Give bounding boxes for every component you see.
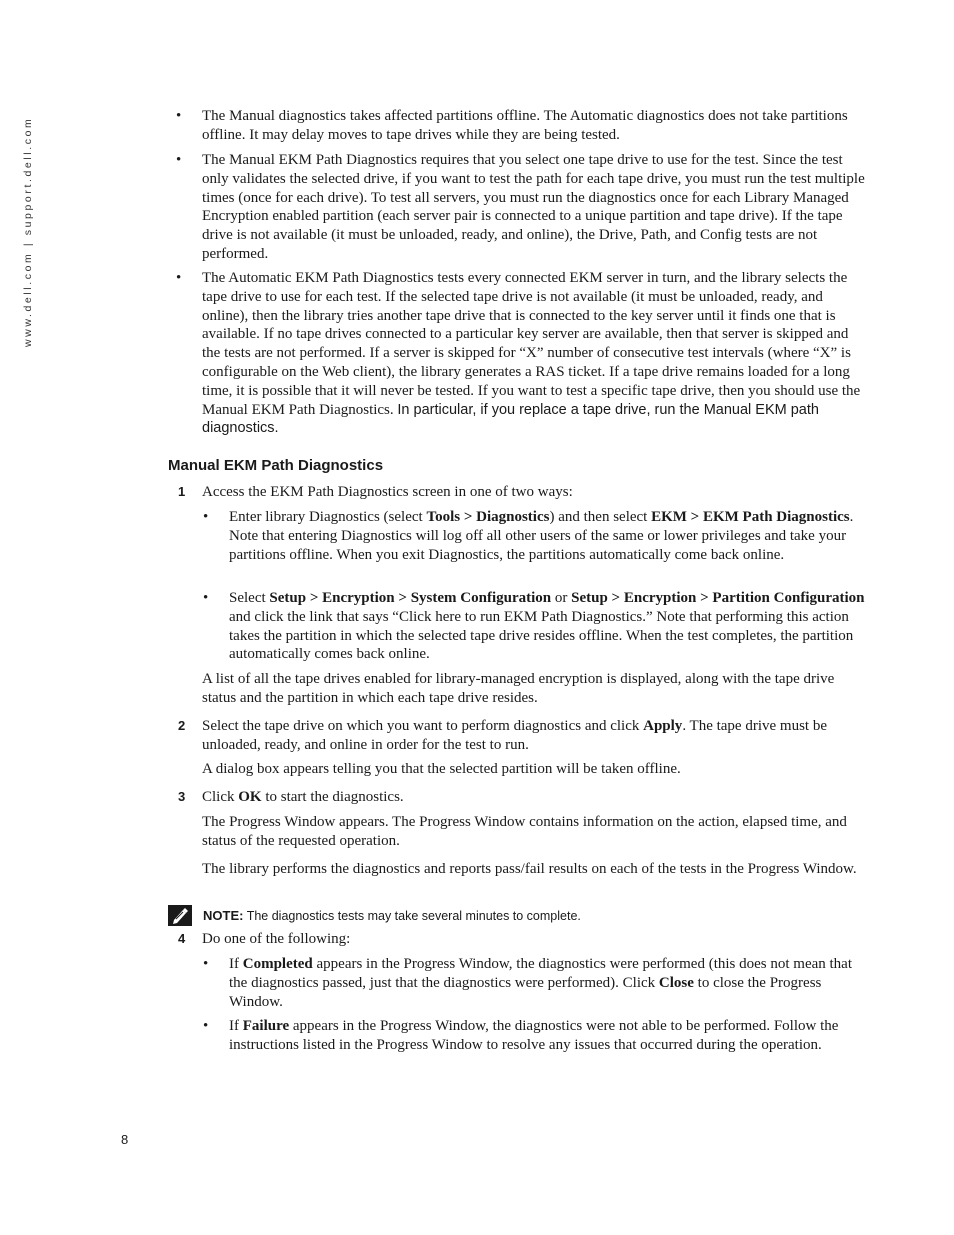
step-bullet bbox=[229, 1017, 870, 1055]
step-number: 4 bbox=[178, 931, 186, 946]
button-ref: OK bbox=[238, 789, 262, 805]
status-ref: Failure bbox=[242, 1018, 290, 1034]
bullet-paragraph: The Manual diagnostics takes affected partitions offline. The Automatic diagnostics does not take partitions offline. It may delay moves to tape drives while they are being tested. bbox=[202, 108, 848, 143]
text-run: appears in the Progress Window, the diagnostics were not able to be performed. Follow the instructions listed in the Progress Window to resolve any issues that occurred during the operation. bbox=[229, 1018, 839, 1053]
note-label: NOTE: bbox=[203, 908, 244, 923]
bullet-marker: • bbox=[176, 152, 182, 168]
button-ref: Close bbox=[658, 974, 694, 991]
text-run: Click bbox=[202, 789, 239, 805]
step-text bbox=[202, 717, 870, 755]
text-run: If bbox=[229, 1018, 243, 1034]
bullet-text: The Automatic EKM Path Diagnostics tests every connected EKM server in turn, and the library selects the tape drive to use for each test. If the selected tape drive is not available (it must be unloaded, ready, and online), then the library tries another tape drive that is connected to the key server until it finds one that is available. If no tape drives connected to a particular key server are available, then that server is skipped and the tests are not performed. If a server is skipped for “X” number of consecutive test intervals (where “X” is configurable on the Web client), the library generates a RAS ticket. If a tape drive remains loaded for a long time, it is possible that it will never be tested. If you want to test a specific tape drive, then you should use the Manual EKM Path Diagnostics. bbox=[202, 270, 861, 418]
bullet-paragraph: The Manual EKM Path Diagnostics requires that you select one tape drive to use for the test. Since the test only validates the selected drive, if you want to test the path for each tape drive, you must run the test multiple times (once for each drive). To test all servers, you must run the diagnostics once for each Library Managed Encryption enabled partition (each server pair is connected to a unique partition and tape drive). If the tape drive is not available (it must be unloaded, ready, and online), the Drive, Path, and Config tests are not performed. bbox=[202, 152, 865, 262]
menu-path: Setup > Encryption > System Configuration bbox=[269, 590, 552, 606]
note-callout bbox=[203, 907, 581, 925]
text-run: to close the Progress Window. bbox=[229, 974, 822, 1010]
step-bullet bbox=[229, 589, 870, 664]
status-ref: Completed bbox=[242, 956, 313, 972]
bullet-marker: • bbox=[203, 590, 209, 606]
button-ref: Apply bbox=[643, 718, 683, 734]
bullet-marker: • bbox=[203, 509, 209, 525]
menu-path: EKM > EKM Path Diagnostics bbox=[651, 509, 850, 525]
step-number: 2 bbox=[178, 718, 186, 733]
text-run: Enter library Diagnostics (select bbox=[229, 509, 427, 525]
step-bullet bbox=[229, 955, 870, 1011]
step-bullet bbox=[229, 508, 870, 564]
text-run: . The tape drive must be unloaded, ready, and online in order for the test to run. bbox=[202, 718, 827, 753]
text-run: to start the diagnostics. bbox=[261, 789, 404, 805]
text-run: Select bbox=[229, 590, 270, 606]
step-text: Do one of the following: bbox=[202, 931, 351, 947]
page-number: 8 bbox=[121, 1132, 129, 1147]
step-paragraph: A list of all the tape drives enabled for library-managed encryption is displayed, along with the tape drive status and the partition in which each tape drive resides. bbox=[202, 671, 835, 706]
step-number: 1 bbox=[178, 484, 186, 499]
text-run: appears in the Progress Window, the diagnostics were performed (this does not mean that the diagnostics passed, just that the diagnostics were performed). Click bbox=[229, 956, 853, 991]
bullet-marker: • bbox=[203, 1018, 209, 1034]
text-run: If bbox=[229, 956, 243, 972]
step-text bbox=[202, 788, 870, 807]
step-paragraph: The Progress Window appears. The Progress Window contains information on the action, elapsed time, and status of the requested operation. bbox=[202, 814, 847, 849]
bullet-marker: • bbox=[203, 956, 209, 972]
step-number: 3 bbox=[178, 789, 186, 804]
step-text: Access the EKM Path Diagnostics screen in one of two ways: bbox=[202, 484, 573, 500]
bullet-marker: • bbox=[176, 108, 182, 124]
bullet-paragraph bbox=[202, 269, 870, 438]
note-pencil-icon bbox=[168, 905, 192, 926]
bullet-marker: • bbox=[176, 270, 182, 286]
step-paragraph: The library performs the diagnostics and reports pass/fail results on each of the tests in the Progress Window. bbox=[202, 861, 857, 877]
sidebar-url-text: www.dell.com | support.dell.com bbox=[22, 116, 34, 347]
text-run: Select the tape drive on which you want to perform diagnostics and click bbox=[202, 718, 644, 734]
note-text: The diagnostics tests may take several minutes to complete. bbox=[243, 909, 581, 923]
text-run: and click the link that says “Click here to run EKM Path Diagnostics.” Note that performing this action takes the partition in which the selected tape drive resides offline. When the test completes, the partition automatically comes back online. bbox=[229, 608, 854, 663]
menu-path: Tools > Diagnostics bbox=[426, 509, 550, 525]
text-run: . Note that entering Diagnostics will log off all other users of the same or lower privileges and take your partitions offline. When you exit Diagnostics, the partitions automatically come back online. bbox=[229, 509, 854, 563]
text-run: ) and then select bbox=[549, 509, 652, 525]
menu-path: Setup > Encryption > Partition Configuration bbox=[571, 590, 865, 606]
sidebar-url bbox=[22, 112, 44, 347]
step-paragraph: A dialog box appears telling you that the selected partition will be taken offline. bbox=[202, 761, 681, 777]
text-run: or bbox=[551, 590, 572, 606]
bullet-text-emphasis: In particular, if you replace a tape drive, run the Manual EKM path diagnostics. bbox=[202, 401, 819, 437]
section-heading: Manual EKM Path Diagnostics bbox=[168, 457, 384, 474]
